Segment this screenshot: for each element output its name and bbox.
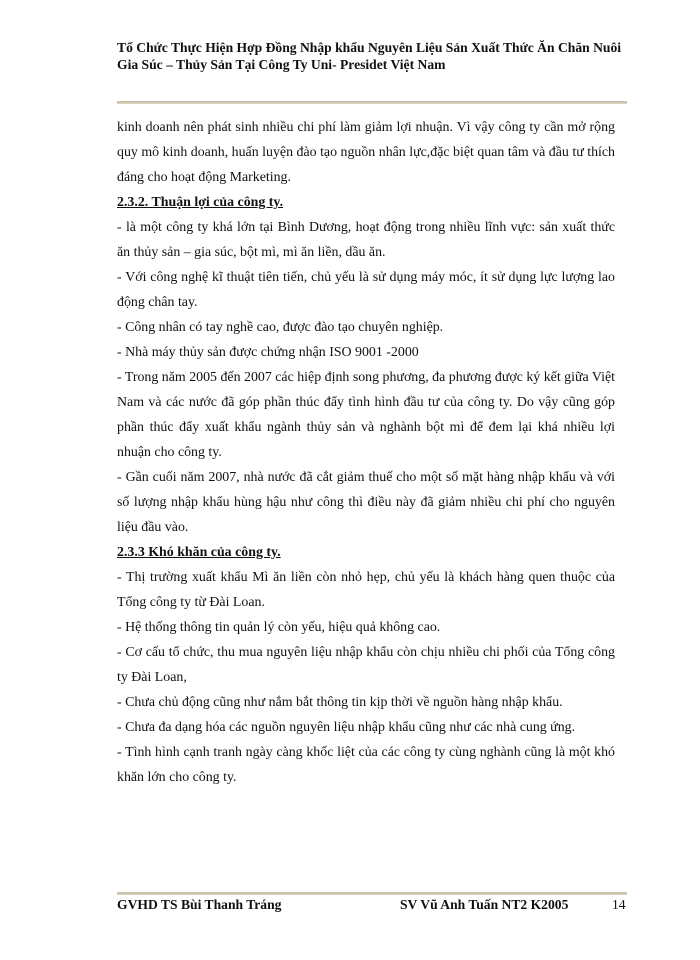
footer-divider: [117, 892, 627, 895]
advantage-item: - là một công ty khá lớn tại Bình Dương, hoạt động trong nhiều lĩnh vực: sản xuất thức ăn thủy sản – gia súc, bột mì, mì ăn liền, dầu ăn.: [117, 220, 615, 260]
difficulty-item: - Chưa đa dạng hóa các nguồn nguyên liệu nhập khẩu cũng như các nhà cung ứng.: [117, 720, 576, 735]
section-heading-difficulties: 2.3.3 Khó khăn của công ty.: [117, 545, 281, 560]
difficulty-item: - Chưa chủ động cũng như nắm bắt thông tin kịp thời về nguồn hàng nhập khẩu.: [117, 695, 563, 710]
advantage-item: - Với công nghệ kĩ thuật tiên tiến, chủ yếu là sử dụng máy móc, ít sử dụng lực lượng lao động chân tay.: [117, 270, 615, 310]
footer-advisor: GVHD TS Bùi Thanh Tráng: [117, 897, 282, 912]
difficulty-item: - Thị trường xuất khẩu Mì ăn liền còn nhỏ hẹp, chủ yếu là khách hàng quen thuộc của Tổng công ty từ Đài Loan.: [117, 570, 615, 610]
page-header: [117, 39, 627, 73]
intro-paragraph: kinh doanh nên phát sinh nhiều chi phí làm giảm lợi nhuận. Vì vậy công ty cần mở rộng quy mô kinh doanh, huấn luyện đào tạo nguồn nhân lực,đặc biệt quan tâm và đầu tư thích đáng cho hoạt động Marketing.: [117, 120, 615, 185]
header-title: Tổ Chức Thực Hiện Hợp Đồng Nhập khẩu Nguyên Liệu Sản Xuất Thức Ăn Chăn Nuôi Gia Súc – Thủy Sản Tại Công Ty Uni- Presidet Việt Nam: [117, 40, 622, 72]
difficulty-item: - Hệ thống thông tin quản lý còn yếu, hiệu quả không cao.: [117, 620, 441, 635]
difficulty-item: - Cơ cấu tổ chức, thu mua nguyên liệu nhập khẩu còn chịu nhiều chi phối của Tổng công ty Đài Loan,: [117, 645, 615, 685]
footer-student: SV Vũ Anh Tuấn NT2 K2005: [400, 897, 569, 912]
page-footer: [117, 897, 627, 917]
advantage-item: - Công nhân có tay nghề cao, được đào tạo chuyên nghiệp.: [117, 320, 444, 335]
advantage-item: - Trong năm 2005 đến 2007 các hiệp định song phương, đa phương được ký kết giữa Việt Nam và các nước đã góp phần thúc đẩy tình hình đầu tư của công ty. Do vậy cũng góp phần thúc đẩy xuất khẩu ngành thủy sản và nghành bột mì để đem lại khá nhiều lợi nhuận cho công ty.: [117, 370, 615, 460]
header-divider: [117, 101, 627, 104]
advantage-item: - Nhà máy thủy sản được chứng nhận ISO 9001 -2000: [117, 345, 419, 360]
advantage-item: - Gần cuối năm 2007, nhà nước đã cắt giảm thuế cho một số mặt hàng nhập khẩu và với số lượng nhập khẩu hùng hậu như công thì điều này đã giảm nhiều chi phí cho nguyên liệu đầu vào.: [117, 470, 615, 535]
page-number: 14: [612, 897, 626, 912]
document-body: [117, 115, 615, 790]
section-heading-advantages: 2.3.2. Thuận lợi của công ty.: [117, 195, 284, 210]
difficulty-item: - Tình hình cạnh tranh ngày càng khốc liệt của các công ty cùng nghành cũng là một khó khăn lớn cho công ty.: [117, 745, 615, 785]
